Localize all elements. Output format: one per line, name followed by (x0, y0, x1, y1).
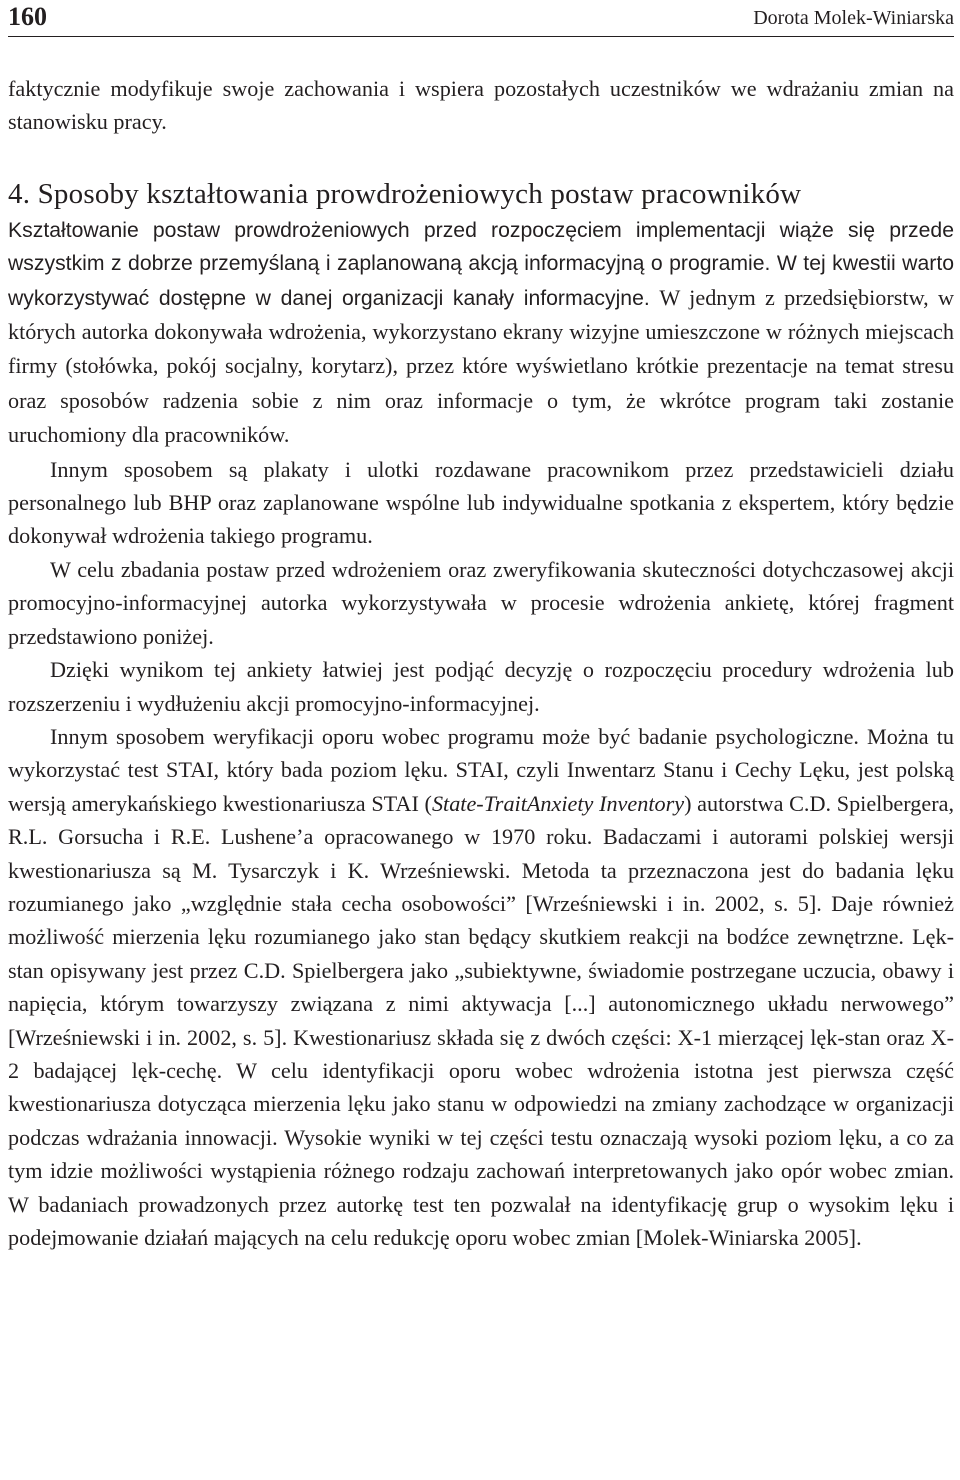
paragraph-1 (8, 214, 954, 453)
stai-original-title: State-TraitAnxiety Inventory (431, 790, 685, 816)
paragraph-5 (8, 720, 954, 1255)
paragraph-2: Innym sposobem są plakaty i ulotki rozdawane pracownikom przez przedstawicieli działu personalnego lub BHP oraz zaplanowane wspólne lub indywidualne spotkania z ekspertem, który będzie dokonywał wdrożenia takiego programu. (8, 456, 954, 549)
paragraph-1-serif-part: W jednym z przedsiębiorstw, w których autorka dokonywała wdrożenia, wykorzystano ekrany wizyjne umieszczone w różnych miejscach firmy (stołówka, pokój socjalny, korytarz), przez które wyświetlano krótkie prezentacje na temat stresu oraz sposobów radzenia sobie z nim oraz informacje o tym, że wkrótce program taki zostanie uruchomiony dla pracowników. (8, 284, 954, 448)
section-heading: 4. Sposoby kształtowania prowdrożeniowych postaw pracowników (8, 177, 802, 210)
book-page (8, 0, 954, 1254)
body-text (8, 72, 954, 1254)
paragraph-3: W celu zbadania postaw przed wdrożeniem oraz zweryfikowania skuteczności dotychczasowej akcji promocyjno-informacyjnej autorka wykorzystywała w procesie wdrożenia ankietę, której fragment przedstawiono poniżej. (8, 556, 954, 649)
paragraph-5-part-a: Innym sposobem weryfikacji oporu wobec programu może być badanie psychologiczne. Można tu wykorzystać test STAI, który bada poziom lęku. STAI, czyli Inwentarz Stanu i Cechy Lęku, jest polską wersją amerykańskiego kwestionariusza STAI ( (8, 723, 954, 816)
running-header (8, 0, 954, 37)
intro-paragraph: faktycznie modyfikuje swoje zachowania i wspiera pozostałych uczestników we wdrażaniu zmian na stanowisku pracy. (8, 76, 954, 135)
paragraph-1-sans-part: Kształtowanie postaw prowdrożeniowych przed rozpoczęciem implementacji wiąże się przede wszystkim z dobrze przemyślaną i zaplanowaną akcją informacyjną o programie. W tej kwestii warto wykorzystywać dostępne w danej organizacji kanały informacyjne. (8, 218, 954, 310)
page-number: 160 (8, 2, 47, 31)
author-running-head: Dorota Molek-Winiarska (753, 7, 954, 29)
paragraph-4: Dzięki wynikom tej ankiety łatwiej jest podjąć decyzję o rozpoczęciu procedury wdrożenia lub rozszerzeniu i wydłużeniu akcji promocyjno-informacyjnej. (8, 657, 954, 716)
paragraph-5-part-b: ) autorstwa C.D. Spielbergera, R.L. Gorsucha i R.E. Lushene’a opracowanego w 1970 roku. Badaczami i autorami polskiej wersji kwestionariusza są M. Tysarczyk i K. Wrześniewski. Metoda ta przeznaczona jest do badania lęku rozumianego jako „względnie stała cecha osobowości” [Wrześniewski i in. 2002, s. 5]. Daje również możliwość mierzenia lęku rozumianego jako stan będący skutkiem reakcji na bodźce zewnętrzne. Lęk-stan opisywany jest przez C.D. Spielbergera jako „subiektywne, świadomie postrzegane uczucia, obawy i napięcia, którym towarzyszy związana z nimi aktywacja [...] autonomicznego układu nerwowego” [Wrześniewski i in. 2002, s. 5]. Kwestionariusz składa się z dwóch części: X-1 mierzącej lęk-stan oraz X-2 badającej lęk-cechę. W celu identyfikacji oporu wobec wdrożenia istotna jest pierwsza część kwestionariusza dotycząca mierzenia lęku jako stanu w odpowiedzi na zmiany zachodzące w organizacji podczas wdrażania innowacji. Wysokie wyniki w tej części testu oznaczają wysoki poziom lęku, a co za tym idzie możliwości wystąpienia różnego rodzaju zachowań interpretowanych jako opór wobec zmian. W badaniach prowadzonych przez autorkę test ten pozwalał na identyfikację grup o wysokim lęku i podejmowanie działań mających na celu redukcję oporu wobec zmian [Molek-Winiarska 2005]. (8, 790, 954, 1250)
